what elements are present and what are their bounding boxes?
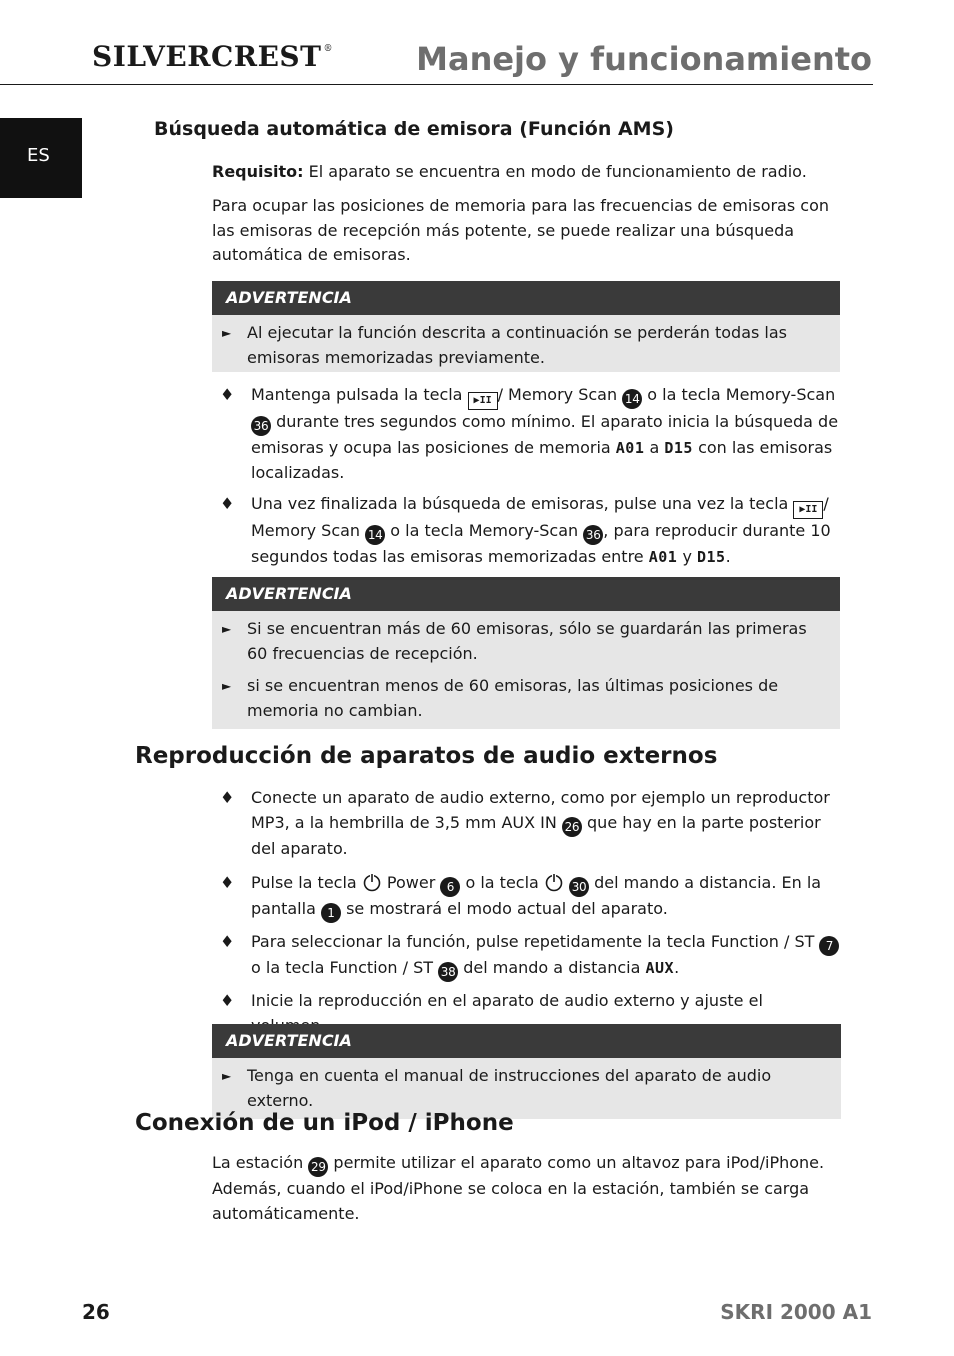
lcd-display-text: A01 xyxy=(648,548,678,566)
diamond-bullet-icon: ♦ xyxy=(220,494,235,513)
callout-number: 1 xyxy=(321,903,341,923)
header-divider xyxy=(0,84,873,85)
lcd-display-text: A01 xyxy=(615,439,645,457)
callout-number: 29 xyxy=(308,1157,328,1177)
callout-number: 7 xyxy=(819,936,839,956)
diamond-bullet-icon: ♦ xyxy=(220,873,235,892)
diamond-bullet-icon: ♦ xyxy=(220,385,235,404)
callout-number: 14 xyxy=(365,525,385,545)
section-heading-ams: Búsqueda automática de emisora (Función AMS) xyxy=(154,118,674,140)
diamond-bullet-icon: ♦ xyxy=(220,788,235,807)
warning-box xyxy=(212,1024,841,1119)
warning-box xyxy=(212,577,840,729)
diamond-bullet-icon: ♦ xyxy=(220,932,235,951)
triangle-bullet-icon: ► xyxy=(222,622,232,636)
section-heading-aux: Reproducción de aparatos de audio externos xyxy=(135,743,718,769)
callout-number: 14 xyxy=(622,389,642,409)
lcd-display-text: D15 xyxy=(664,439,693,457)
warning-box xyxy=(212,281,840,372)
callout-number: 36 xyxy=(251,416,271,436)
callout-number: 30 xyxy=(569,877,589,897)
warning-item: ► Al ejecutar la función descrita a continuación se perderán todas las emisoras memorizadas previamente. xyxy=(222,323,787,367)
lcd-display-text: AUX xyxy=(645,959,675,977)
model-number: SKRI 2000 A1 xyxy=(720,1300,872,1324)
warning-label: ADVERTENCIA xyxy=(212,1024,841,1058)
power-icon xyxy=(544,872,564,892)
section-heading-ipod: Conexión de un iPod / iPhone xyxy=(135,1110,514,1136)
triangle-bullet-icon: ► xyxy=(222,1069,232,1083)
warning-item: ► Si se encuentran más de 60 emisoras, sólo se guardarán las primeras 60 frecuencias de recepción. xyxy=(222,619,807,663)
power-icon xyxy=(362,872,382,892)
diamond-bullet-icon: ♦ xyxy=(220,991,235,1010)
warning-label: ADVERTENCIA xyxy=(212,281,840,315)
page-number: 26 xyxy=(82,1300,110,1324)
callout-number: 6 xyxy=(440,877,460,897)
play-pause-key-icon: ▶II xyxy=(468,392,498,410)
triangle-bullet-icon: ► xyxy=(222,679,232,693)
warning-item: ► Tenga en cuenta el manual de instrucciones del aparato de audio externo. xyxy=(222,1066,772,1110)
page-title: Manejo y funcionamiento xyxy=(416,40,872,78)
requirement-paragraph: Requisito: El aparato se encuentra en modo de funcionamiento de radio. xyxy=(212,162,807,181)
callout-number: 36 xyxy=(583,525,603,545)
warning-label: ADVERTENCIA xyxy=(212,577,840,611)
triangle-bullet-icon: ► xyxy=(222,326,232,340)
warning-item: ► si se encuentran menos de 60 emisoras, las últimas posiciones de memoria no cambian. xyxy=(222,676,779,720)
callout-number: 38 xyxy=(438,962,458,982)
lcd-display-text: D15 xyxy=(697,548,726,566)
ipod-paragraph: La estación 29 permite utilizar el aparato como un altavoz para iPod/iPhone. Además, cuando el iPod/iPhone se coloca en la estación, también se carga automáticamente. xyxy=(212,1153,825,1223)
callout-number: 26 xyxy=(562,817,582,837)
brand-logo: SILVERCREST ® xyxy=(92,40,333,73)
language-tab: ES xyxy=(0,118,82,198)
ams-intro-paragraph: Para ocupar las posiciones de memoria para las frecuencias de emisoras con las emisoras de recepción más potente, se puede realizar una búsqueda automática de emisoras. xyxy=(212,196,830,264)
play-pause-key-icon: ▶II xyxy=(793,501,823,519)
